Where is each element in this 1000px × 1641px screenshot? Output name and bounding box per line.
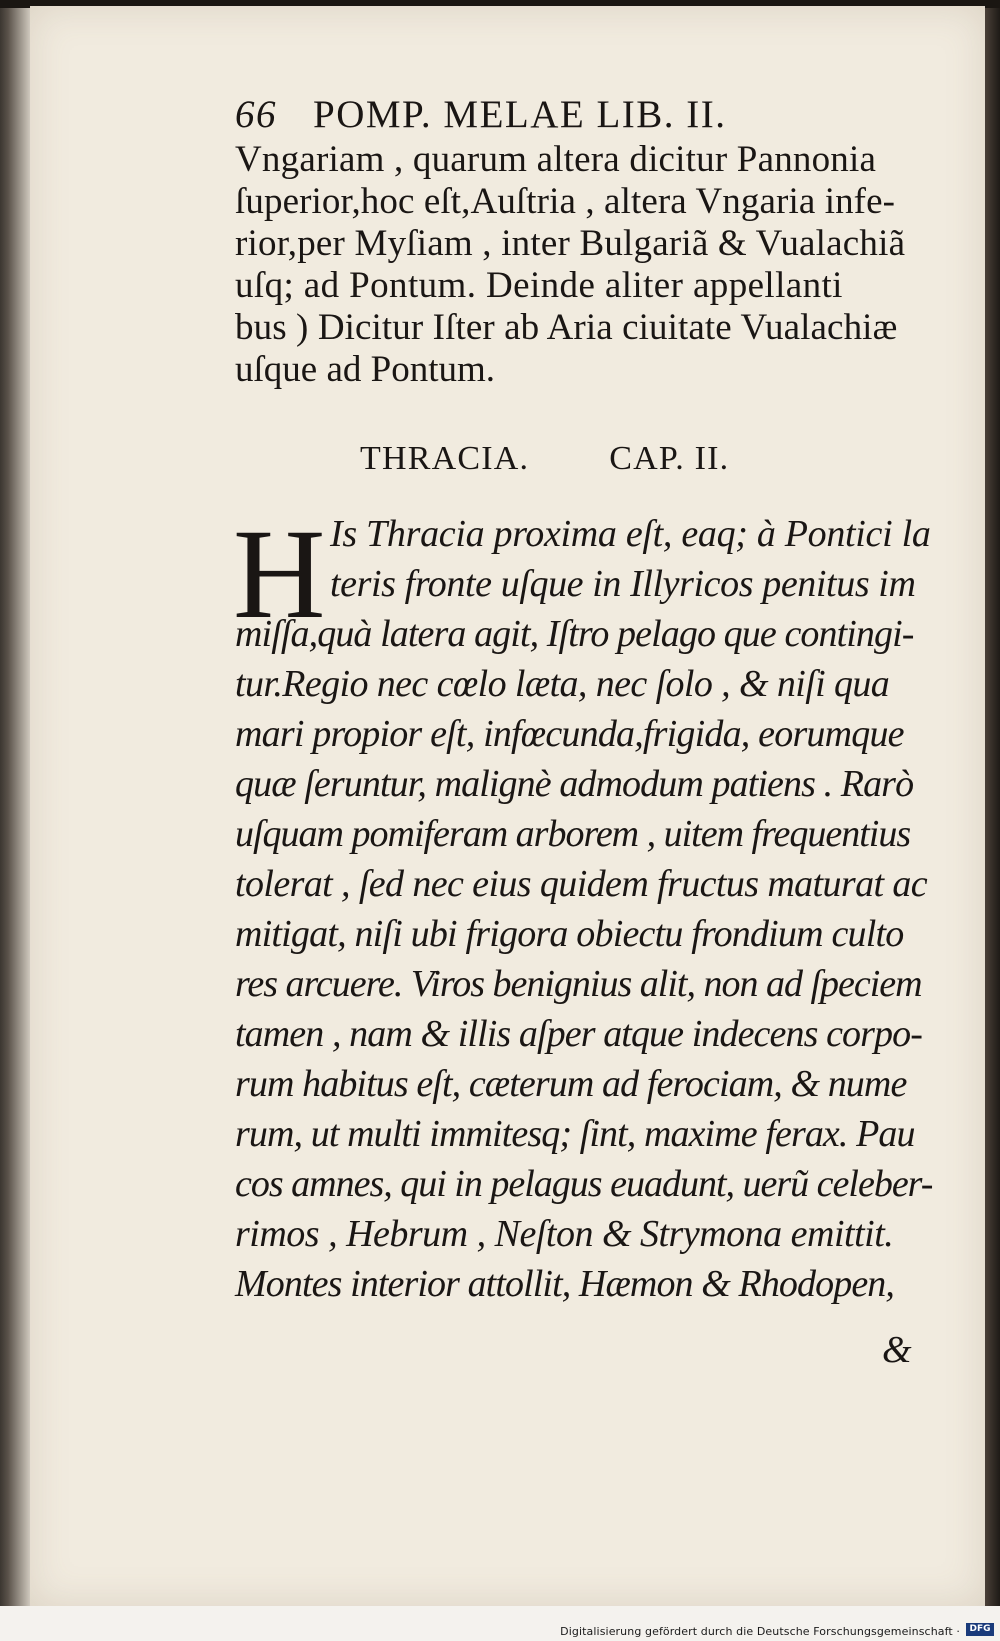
body-line: cos amnes, qui in pelagus euadunt, uerũ celeber- xyxy=(235,1163,933,1205)
body-line: mitigat, niſi ubi frigora obiectu frondium culto xyxy=(235,913,904,955)
body-line: uſquam pomiferam arborem , uitem frequentius xyxy=(235,813,911,855)
body-line: Is Thracia proxima eſt, eaq; à Pontici la xyxy=(330,513,931,555)
body-line: teris fronte uſque in Illyricos penitus im xyxy=(330,563,916,605)
catchword: & xyxy=(882,1329,912,1371)
body-line: rum habitus eſt, cæterum ad ferociam, & nume xyxy=(235,1063,907,1105)
running-head-title: POMP. MELAE LIB. II. xyxy=(313,93,727,136)
intro-line: uſque ad Pontum. xyxy=(235,349,496,390)
body-line: rum, ut multi immitesq; ſint, maxime ferax. Pau xyxy=(235,1113,915,1155)
chapter-title: THRACIA. xyxy=(360,440,530,477)
intro-line: ſuperior,hoc eſt,Auſtria , altera Vngaria infe- xyxy=(235,181,896,222)
body-line: mari propior eſt, infœcunda,frigida, eorumque xyxy=(235,713,904,755)
chapter-number: CAP. II. xyxy=(609,440,730,477)
page-number: 66 xyxy=(235,93,277,136)
drop-cap: H xyxy=(233,503,326,645)
body-line: tolerat , ſed nec eius quidem fructus maturat ac xyxy=(235,863,928,905)
intro-line: Vngariam , quarum altera dicitur Pannonia xyxy=(235,139,877,180)
intro-line: rior,per Myſiam , inter Bulgariã & Vualachiã xyxy=(235,223,906,264)
body-line: tamen , nam & illis aſper atque indecens corpo- xyxy=(235,1013,922,1055)
dfg-logo: DFG xyxy=(966,1623,994,1636)
body-line: rimos , Hebrum , Neſton & Strymona emittit. xyxy=(235,1213,894,1255)
running-head xyxy=(235,92,915,137)
intro-line: bus ) Dicitur Iſter ab Aria ciuitate Vualachiæ xyxy=(235,307,898,348)
body-line: res arcuere. Viros benignius alit, non ad ſpeciem xyxy=(235,963,922,1005)
intro-line: uſq; ad Pontum. Deinde aliter appellanti xyxy=(235,265,843,306)
body-line: Montes interior attollit, Hæmon & Rhodopen, xyxy=(235,1263,894,1305)
body-line: tur.Regio nec cœlo læta, nec ſolo , & niſi qua xyxy=(235,663,890,705)
body-line: quæ ſeruntur, malignè admodum patiens . Rarò xyxy=(235,763,914,805)
chapter-heading xyxy=(360,440,729,478)
body-line: miſſa,quà latera agit, Iſtro pelago que contingi- xyxy=(235,613,914,655)
funding-credit: Digitalisierung gefördert durch die Deutsche Forschungsgemeinschaft · xyxy=(560,1625,960,1638)
